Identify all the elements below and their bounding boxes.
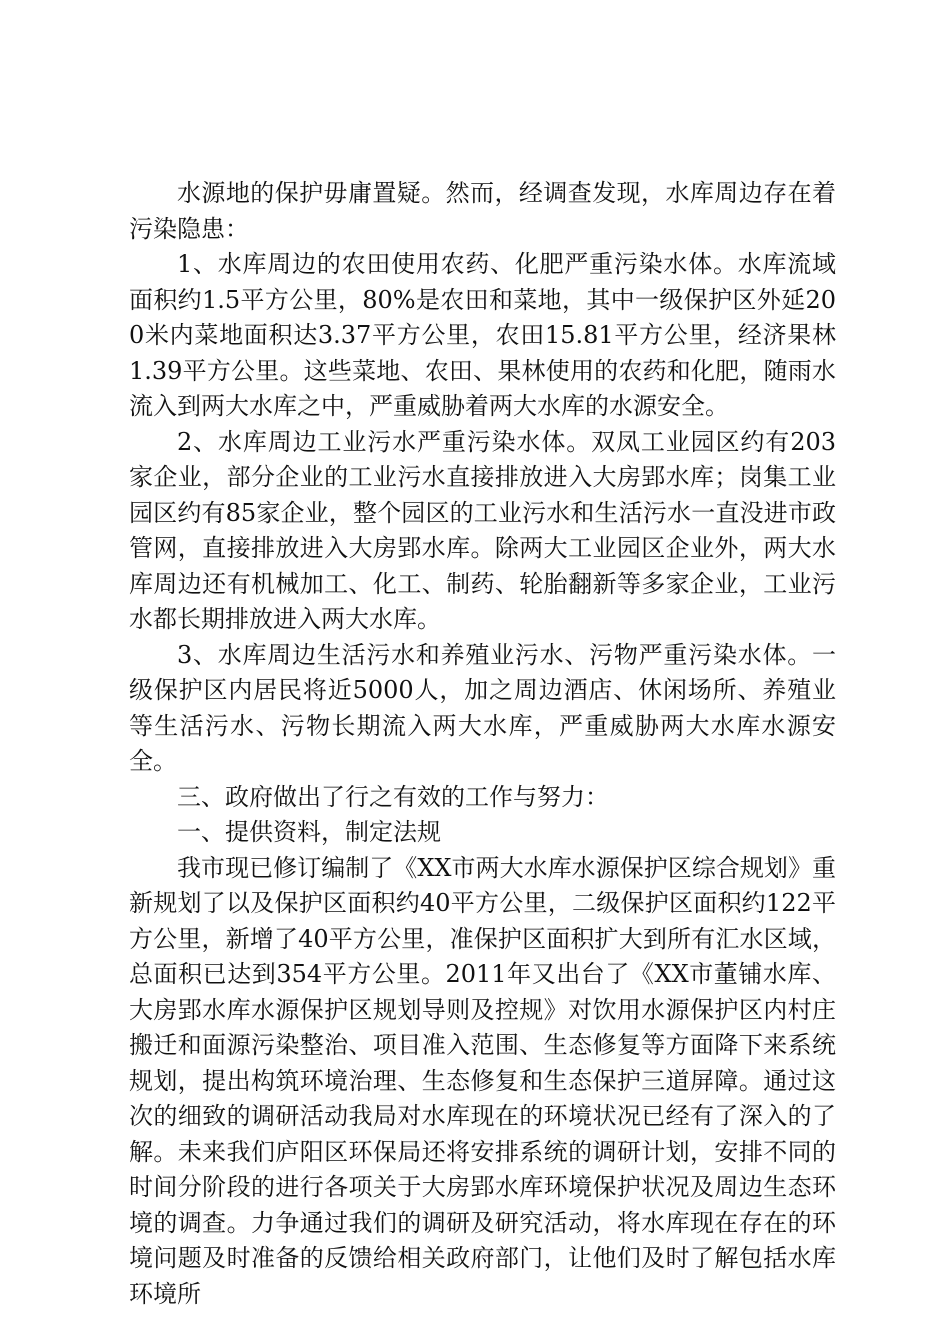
paragraph-industrial-pollution: 2、水库周边工业污水严重污染水体。双凤工业园区约有203家企业，部分企业的工业污水直接排放进入大房郢水库；岗集工业园区约有85家企业，整个园区的工业污水和生活污水一直没进市政管网，直接排放进入大房郢水库。除两大工业园区企业外，两大水库周边还有机械加工、化工、制药、轮胎翻新等多家企业，工业污水都长期排放进入两大水库。 bbox=[129, 427, 836, 633]
paragraph-pollution-intro: 水源地的保护毋庸置疑。然而，经调查发现，水库周边存在着污染隐患： bbox=[129, 179, 836, 243]
paragraph-domestic-pollution: 3、水库周边生活污水和养殖业污水、污物严重污染水体。一级保护区内居民将近5000人，加之周边酒店、休闲场所、养殖业等生活污水、污物长期流入两大水库，严重威胁两大水库水源安全。 bbox=[129, 640, 836, 775]
subheading-regulations: 一、提供资料，制定法规 bbox=[177, 818, 441, 846]
document-body bbox=[129, 176, 836, 1312]
paragraph-planning: 我市现已修订编制了《XX市两大水库水源保护区综合规划》重新规划了以及保护区面积约40平方公里，二级保护区面积约122平方公里，新增了40平方公里，准保护区面积扩大到所有汇水区域，总面积已达到354平方公里。2011年又出台了《XX市董铺水库、大房郢水库水源保护区规划导则及控规》对饮用水源保护区内村庄搬迁和面源污染整治、项目准入范围、生态修复等方面降下来系统规划，提出构筑环境治理、生态修复和生态保护三道屏障。通过这次的细致的调研活动我局对水库现在的环境状况已经有了深入的了解。未来我们庐阳区环保局还将安排系统的调研计划，安排不同的时间分阶段的进行各项关于大房郢水库环境保护状况及周边生态环境的调查。力争通过我们的调研及研究活动，将水库现在存在的环境问题及时准备的反馈给相关政府部门，让他们及时了解包括水库环境所 bbox=[129, 853, 836, 1308]
section-heading-government-efforts: 三、政府做出了行之有效的工作与努力： bbox=[177, 782, 609, 811]
paragraph-farmland-pollution: 1、水库周边的农田使用农药、化肥严重污染水体。水库流域面积约1.5平方公里，80%是农田和菜地，其中一级保护区外延200米内菜地面积达3.37平方公里，农田15.81平方公里，经济果林1.39平方公里。这些菜地、农田、果林使用的农药和化肥，随雨水流入到两大水库之中，严重威胁着两大水库的水源安全。 bbox=[129, 250, 836, 420]
